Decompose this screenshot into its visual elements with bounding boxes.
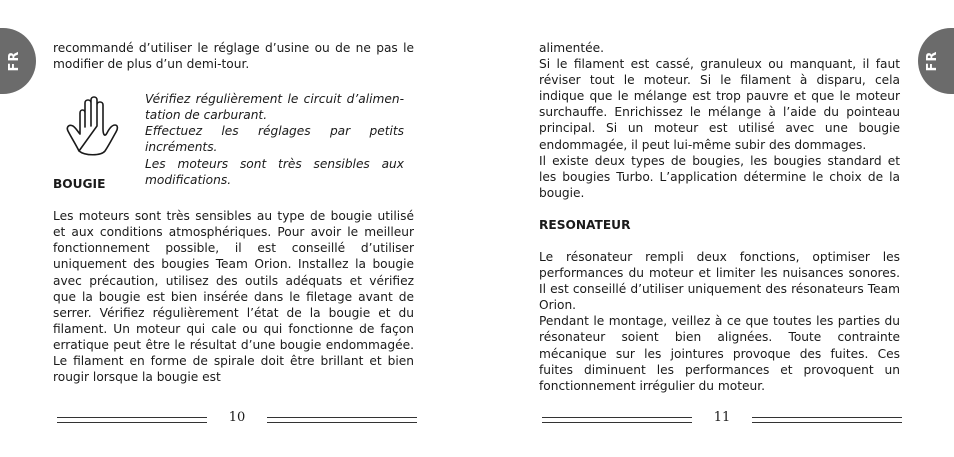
hand-stop-icon	[65, 93, 121, 157]
resonateur-heading: RESONATEUR	[539, 217, 631, 232]
right-page	[539, 40, 900, 394]
warning-line-3: Les moteurs sont très sensibles aux modifications.	[145, 156, 404, 187]
bougie-heading: BOUGIE	[53, 177, 106, 192]
right-continuation: alimentée.	[539, 41, 604, 55]
left-footer	[57, 410, 417, 424]
language-tab-left-label: FR	[6, 50, 22, 72]
right-paragraph-4: Pendant le montage, veillez à ce que toutes les parties du résonateur soient bien alignées. Toute contrainte mécanique sur les jointures provoque des fuites. Ces fuites diminuent les performances et provoquent un fonctionnement irrégulier du moteur.	[539, 314, 900, 393]
warning-line-2: Effectuez les réglages par petits incréments.	[145, 124, 404, 155]
language-tab-right	[918, 28, 954, 94]
left-intro-paragraph: recommandé d’utiliser le réglage d’usine ou de ne pas le modifier de plus d’un demi-tour.	[53, 41, 414, 72]
bougie-body-paragraph: Les moteurs sont très sensibles au type de bougie utilisé et aux conditions atmosphériques. Pour avoir le meilleur fonctionnement possible, il est conseillé d’utiliser uniquement des bougies Team Orion. Installez la bougie avec précaution, utilisez des outils adéquats et vérifiez que la bougie est bien insérée dans le filetage avant de serrer. Vérifiez régulièrement l’état de la bougie et du filament. Un moteur qui cale ou qui fonctionne de façon erratique peut être le résultat d’une bougie endommagée. Le filament en forme de spirale doit être brillant et bien rougir lorsque la bougie est	[53, 209, 414, 385]
right-paragraph-2: Il existe deux types de bougies, les bougies standard et les bougies Turbo. L’application détermine le choix de la bougie.	[539, 153, 900, 200]
page-number-right: 11	[713, 410, 731, 425]
warning-line-1: Vérifiez régulièrement le circuit d’alimen-tation de carburant.	[145, 92, 404, 123]
right-footer	[542, 410, 902, 424]
left-page	[53, 40, 414, 385]
page-number-left: 10	[228, 410, 246, 425]
right-paragraph-3: Le résonateur rempli deux fonctions, optimiser les performances du moteur et limiter les nuisances sonores. Il est conseillé d’utiliser uniquement des résonateurs Team Orion.	[539, 249, 900, 313]
warning-text	[145, 91, 404, 188]
footer-rule	[752, 417, 902, 423]
footer-rule	[267, 417, 417, 423]
right-paragraph-1: Si le filament est cassé, granuleux ou manquant, il faut réviser tout le moteur. Si le filament à disparu, cela indique que le mélange est trop pauvre et que le moteur surchauffe. Enrichissez le mélange à l’aide du pointeau principal. Si un moteur est utilisé avec une bougie endommagée, il peut lui-même subir des dommages.	[539, 57, 900, 152]
language-tab-left	[0, 28, 36, 94]
language-tab-right-label: FR	[924, 50, 940, 72]
